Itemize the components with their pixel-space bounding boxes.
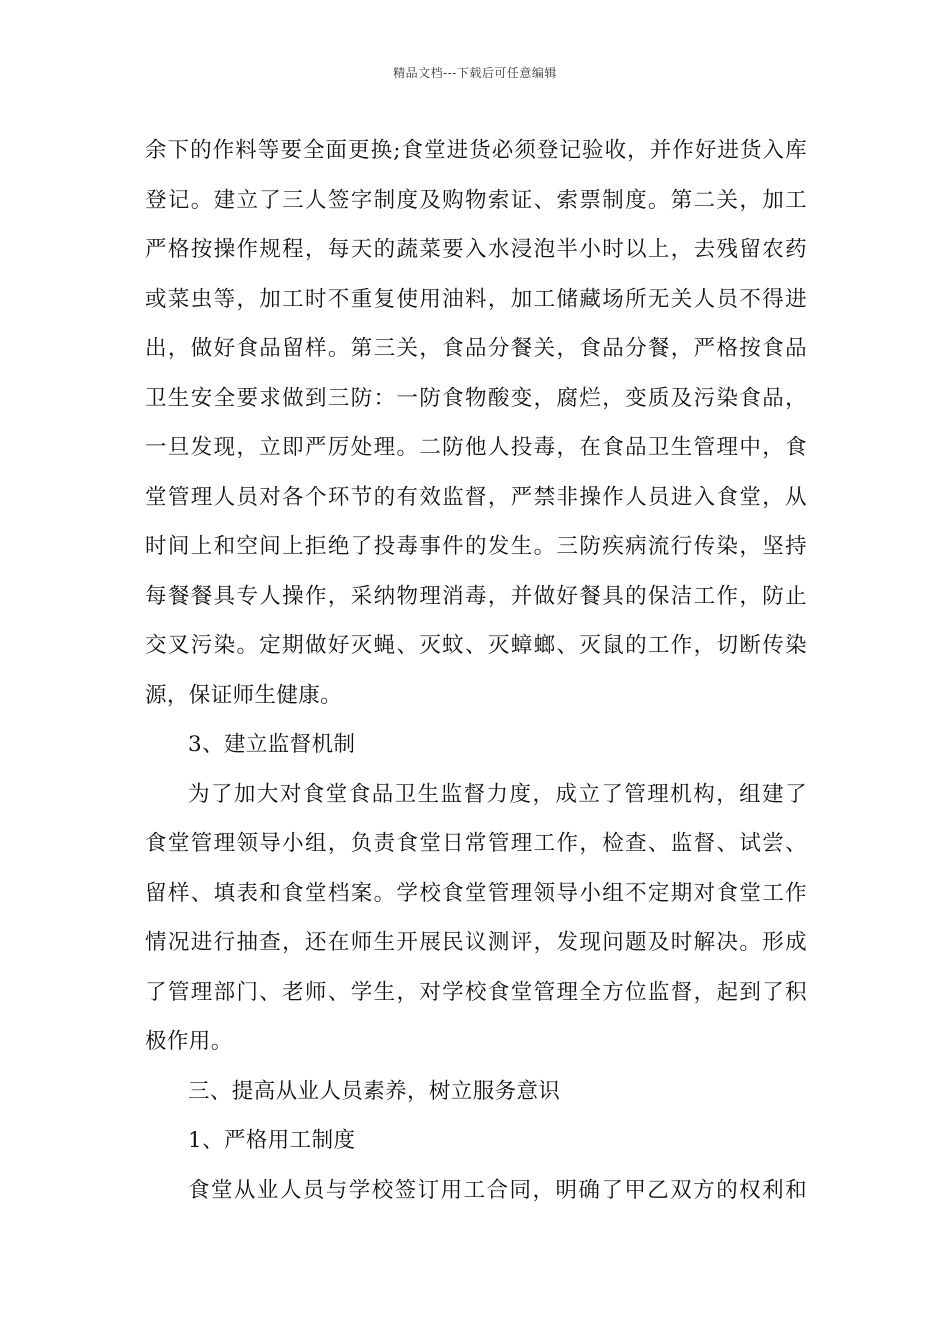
text-line: 每餐餐具专人操作，采纳物理消毒，并做好餐具的保洁工作，防止 [145, 583, 807, 609]
text-line: 交叉污染。定期做好灭蝇、灭蚊、灭蟑螂、灭鼠的工作，切断传染 [145, 633, 807, 658]
text-line: 了管理部门、老师、学生，对学校食堂管理全方位监督，起到了积 [145, 979, 807, 1005]
section-heading: 1、严格用工制度 [188, 1128, 356, 1153]
text-line: 卫生安全要求做到三防：一防食物酸变，腐烂，变质及污染食品， [145, 385, 807, 411]
text-line: 或菜虫等，加工时不重复使用油料，加工储藏场所无关人员不得进 [145, 286, 807, 312]
document-body [145, 126, 807, 1215]
text-line: 留样、填表和食堂档案。学校食堂管理领导小组不定期对食堂工作 [145, 880, 807, 906]
text-line: 食堂从业人员与学校签订用工合同，明确了甲乙双方的权利和 [188, 1177, 807, 1203]
text-line: 一旦发现，立即严厉处理。二防他人投毒，在食品卫生管理中，食 [145, 435, 807, 460]
text-line: 登记。建立了三人签字制度及购物索证、索票制度。第二关，加工 [145, 187, 807, 213]
text-line: 时间上和空间上拒绝了投毒事件的发生。三防疾病流行传染，坚持 [145, 534, 807, 559]
section-heading: 3、建立监督机制 [188, 732, 356, 757]
text-line: 源，保证师生健康。 [145, 682, 343, 708]
text-line: 情况进行抽查，还在师生开展民议测评，发现问题及时解决。形成 [145, 930, 807, 955]
text-line: 严格按操作规程，每天的蔬菜要入水浸泡半小时以上，去残留农药 [145, 237, 807, 262]
text-line: 食堂管理领导小组，负责食堂日常管理工作，检查、监督、试尝、 [145, 831, 807, 856]
text-line: 余下的作料等要全面更换;食堂进货必须登记验收，并作好进货入库 [145, 138, 807, 163]
text-line: 为了加大对食堂食品卫生监督力度，成立了管理机构，组建了 [188, 781, 807, 807]
page-header: 精品文档---下载后可任意编辑 [393, 66, 557, 80]
section-heading: 三、提高从业人员素养，树立服务意识 [188, 1078, 561, 1104]
text-line: 出，做好食品留样。第三关，食品分餐关，食品分餐，严格按食品 [145, 336, 807, 361]
text-line: 极作用。 [145, 1029, 233, 1054]
text-line: 堂管理人员对各个环节的有效监督，严禁非操作人员进入食堂，从 [145, 484, 807, 510]
